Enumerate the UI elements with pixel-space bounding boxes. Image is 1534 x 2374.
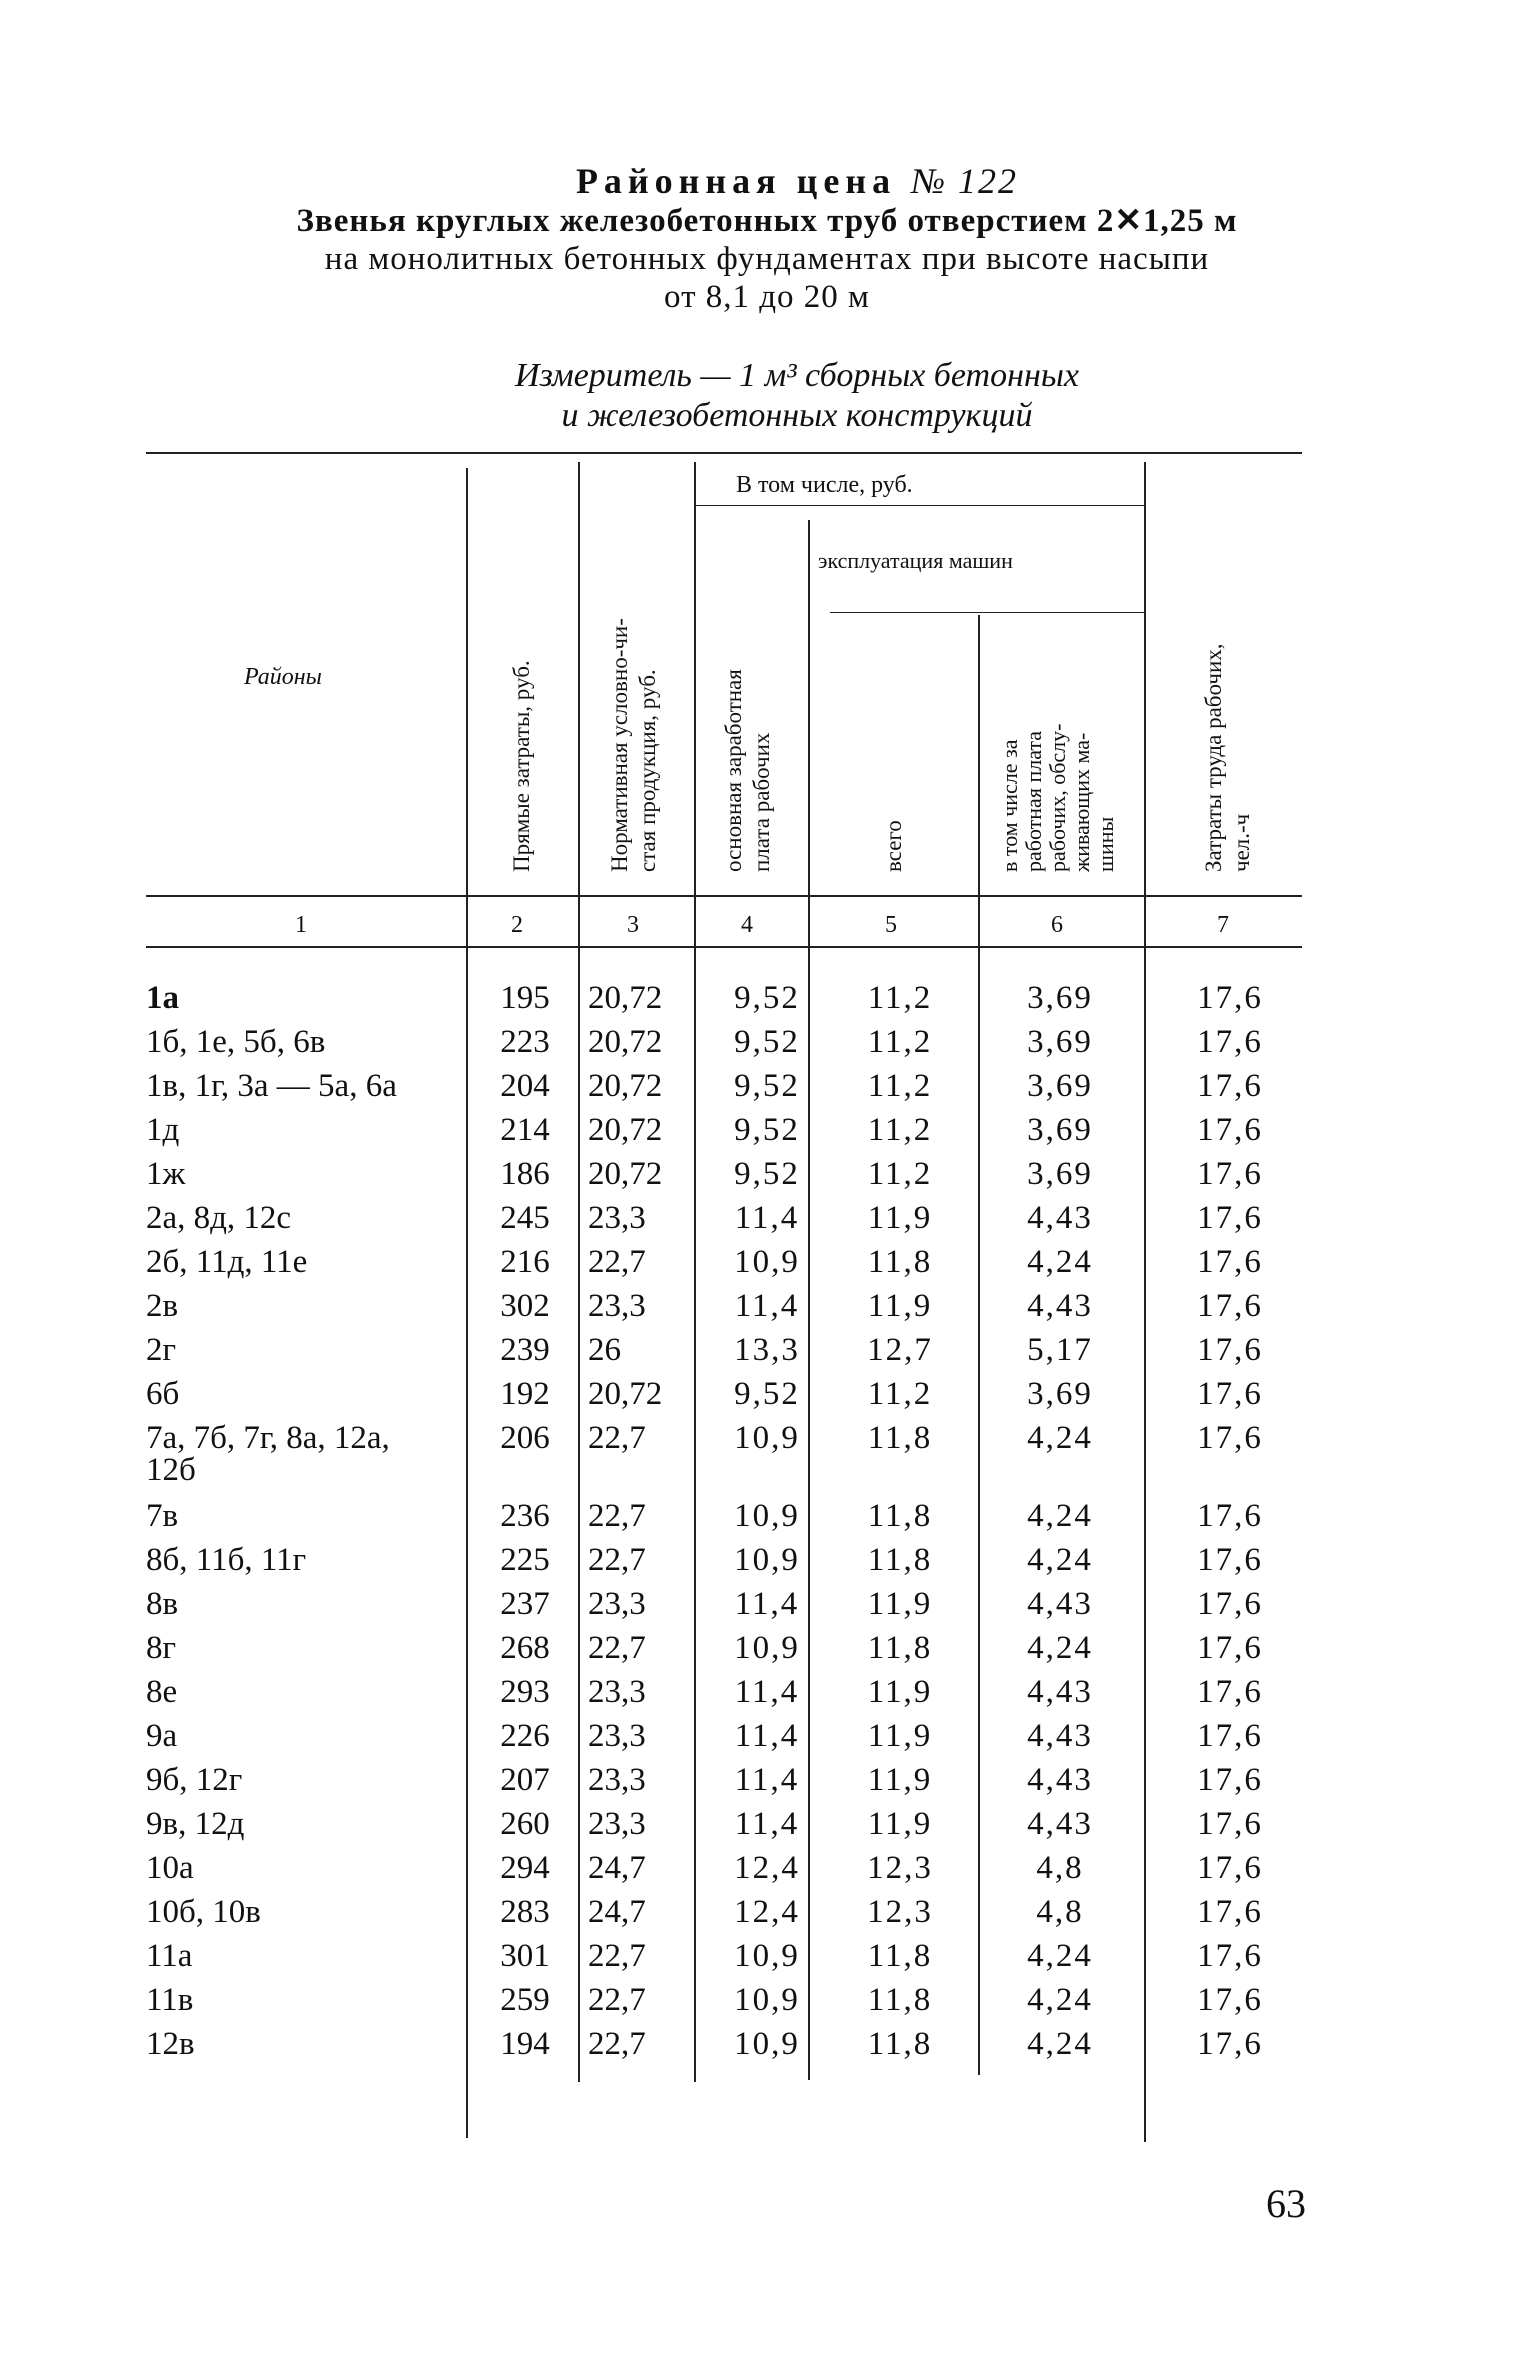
cell-region: 9а <box>146 1718 178 1754</box>
cell-norm: 23,3 <box>588 1806 646 1842</box>
cell-wage: 11,4 <box>734 1586 800 1622</box>
cell-region: 11а <box>146 1938 193 1974</box>
cell-wage: 9,52 <box>734 1112 800 1148</box>
cell-direct: 204 <box>500 1068 550 1104</box>
cell-region: 8в <box>146 1586 179 1622</box>
cell-total: 12,3 <box>867 1850 933 1886</box>
cell-labor: 17,6 <box>1197 1542 1263 1578</box>
cell-wage: 10,9 <box>734 1542 800 1578</box>
cell-labor: 17,6 <box>1197 1244 1263 1280</box>
cell-total: 11,8 <box>867 1498 933 1534</box>
machines-rule <box>830 612 1144 613</box>
cell-norm: 20,72 <box>588 1112 663 1148</box>
col-number-7: 7 <box>1217 912 1229 938</box>
cell-incl: 4,8 <box>1036 1850 1084 1886</box>
cell-wage: 9,52 <box>734 1156 800 1192</box>
cell-wage: 10,9 <box>734 1420 800 1456</box>
cell-total: 12,7 <box>867 1332 933 1368</box>
cell-region-continued: 12б <box>146 1452 196 1488</box>
cell-total: 11,9 <box>867 1586 933 1622</box>
col-number-2: 2 <box>511 912 523 938</box>
cell-region: 2а, 8д, 12с <box>146 1200 292 1236</box>
cell-region: 1в, 1г, 3а — 5а, 6а <box>146 1068 397 1104</box>
cell-wage: 10,9 <box>734 1244 800 1280</box>
cell-norm: 22,7 <box>588 1982 646 2018</box>
cell-incl: 4,43 <box>1027 1586 1093 1622</box>
cell-wage: 10,9 <box>734 1982 800 2018</box>
cell-incl: 4,24 <box>1027 1938 1093 1974</box>
cell-direct: 293 <box>500 1674 550 1710</box>
title-prefix: Районная цена <box>575 161 897 201</box>
header-incl-line2: работная плата <box>1021 730 1046 872</box>
measurement-unit <box>30 356 1534 436</box>
cell-total: 11,8 <box>867 1982 933 2018</box>
cell-direct: 268 <box>500 1630 550 1666</box>
cell-region: 9в, 12д <box>146 1806 245 1842</box>
title-line-4: от 8,1 до 20 м <box>664 279 870 315</box>
cell-total: 11,2 <box>867 1112 933 1148</box>
cell-wage: 12,4 <box>734 1894 800 1930</box>
cell-direct: 194 <box>500 2026 550 2062</box>
cell-norm: 23,3 <box>588 1718 646 1754</box>
cell-incl: 4,24 <box>1027 1420 1093 1456</box>
cell-region: 1ж <box>146 1156 186 1192</box>
cell-direct: 214 <box>500 1112 550 1148</box>
header-bottom-rule <box>146 895 1302 897</box>
table-row <box>0 1936 1534 1980</box>
title-number: № 122 <box>911 161 1019 201</box>
unit-line-1: Измеритель — 1 м³ сборных бетонных <box>515 357 1079 394</box>
cell-labor: 17,6 <box>1197 1288 1263 1324</box>
cell-total: 11,9 <box>867 1762 933 1798</box>
cell-incl: 3,69 <box>1027 1156 1093 1192</box>
cell-region: 1д <box>146 1112 180 1148</box>
table-row <box>0 1672 1534 1716</box>
cell-direct: 225 <box>500 1542 550 1578</box>
cell-norm: 22,7 <box>588 1542 646 1578</box>
cell-labor: 17,6 <box>1197 1630 1263 1666</box>
cell-incl: 4,43 <box>1027 1200 1093 1236</box>
table-row <box>0 1848 1534 1892</box>
cell-wage: 11,4 <box>734 1288 800 1324</box>
cell-direct: 186 <box>500 1156 550 1192</box>
cell-incl: 4,43 <box>1027 1806 1093 1842</box>
title-line-3: на монолитных бетонных фундаментах при высоте насыпи <box>324 241 1210 277</box>
cell-incl: 4,43 <box>1027 1674 1093 1710</box>
cell-total: 11,8 <box>867 1938 933 1974</box>
cell-incl: 3,69 <box>1027 1376 1093 1412</box>
cell-norm: 23,3 <box>588 1200 646 1236</box>
cell-wage: 10,9 <box>734 1630 800 1666</box>
cell-norm: 20,72 <box>588 1068 663 1104</box>
cell-labor: 17,6 <box>1197 1718 1263 1754</box>
cell-norm: 23,3 <box>588 1586 646 1622</box>
header-group: В том числе, руб. <box>736 472 913 498</box>
cell-labor: 17,6 <box>1197 1498 1263 1534</box>
cell-total: 11,2 <box>867 1376 933 1412</box>
cell-norm: 23,3 <box>588 1288 646 1324</box>
header-norm-line2: стая продукция, руб. <box>635 669 660 872</box>
cell-total: 11,9 <box>867 1718 933 1754</box>
cell-incl: 5,17 <box>1027 1332 1093 1368</box>
cell-region: 11в <box>146 1982 194 2018</box>
cell-region: 1б, 1е, 5б, 6в <box>146 1024 326 1060</box>
group-rule <box>694 505 1144 506</box>
header-machines: эксплуатация машин <box>818 548 1013 573</box>
header-direct-costs: Прямые затраты, руб. <box>509 660 534 872</box>
cell-direct: 192 <box>500 1376 550 1412</box>
cell-norm: 20,72 <box>588 1376 663 1412</box>
table-top-rule <box>146 452 1302 454</box>
cell-labor: 17,6 <box>1197 1806 1263 1842</box>
cell-total: 11,9 <box>867 1674 933 1710</box>
cell-direct: 237 <box>500 1586 550 1622</box>
cell-incl: 4,43 <box>1027 1288 1093 1324</box>
cell-labor: 17,6 <box>1197 1112 1263 1148</box>
cell-labor: 17,6 <box>1197 1024 1263 1060</box>
header-incl-line4: живающих ма- <box>1069 732 1094 872</box>
header-labor-line1: Затраты труда рабочих, <box>1201 643 1226 872</box>
cell-total: 11,8 <box>867 1244 933 1280</box>
title-line-2: Звенья круглых железобетонных труб отверстием 2✕1,25 м <box>296 203 1238 239</box>
cell-norm: 22,7 <box>588 1938 646 1974</box>
cell-region: 2б, 11д, 11е <box>146 1244 308 1280</box>
header-norm-line1: Нормативная условно-чи- <box>607 618 632 872</box>
cell-direct: 294 <box>500 1850 550 1886</box>
table-row <box>0 1418 1534 1488</box>
cell-direct: 195 <box>500 980 550 1016</box>
cell-labor: 17,6 <box>1197 2026 1263 2062</box>
page-title <box>0 160 1534 316</box>
cell-labor: 17,6 <box>1197 1982 1263 2018</box>
cell-labor: 17,6 <box>1197 1332 1263 1368</box>
cell-total: 11,2 <box>867 980 933 1016</box>
table-row <box>0 1330 1534 1374</box>
cell-region: 8е <box>146 1674 178 1710</box>
header-incl-line1: в том числе за <box>997 739 1022 872</box>
header-regions: Районы <box>244 664 322 690</box>
cell-norm: 20,72 <box>588 1156 663 1192</box>
col-number-3: 3 <box>627 912 639 938</box>
cell-incl: 3,69 <box>1027 980 1093 1016</box>
cell-labor: 17,6 <box>1197 1894 1263 1930</box>
table-row <box>0 1110 1534 1154</box>
cell-labor: 17,6 <box>1197 1674 1263 1710</box>
col-number-6: 6 <box>1051 912 1063 938</box>
table-row <box>0 978 1534 1022</box>
cell-direct: 206 <box>500 1420 550 1456</box>
table-row <box>0 1022 1534 1066</box>
cell-labor: 17,6 <box>1197 1156 1263 1192</box>
cell-norm: 22,7 <box>588 1630 646 1666</box>
cell-norm: 23,3 <box>588 1762 646 1798</box>
cell-direct: 223 <box>500 1024 550 1060</box>
cell-wage: 9,52 <box>734 980 800 1016</box>
table-row <box>0 1760 1534 1804</box>
table-row <box>0 1066 1534 1110</box>
cell-norm: 20,72 <box>588 1024 663 1060</box>
cell-total: 11,9 <box>867 1806 933 1842</box>
cell-region: 10а <box>146 1850 194 1886</box>
table-row <box>0 1540 1534 1584</box>
cell-total: 11,9 <box>867 1200 933 1236</box>
colnum-bottom-rule <box>146 946 1302 948</box>
cell-total: 11,2 <box>867 1068 933 1104</box>
col-number-4: 4 <box>741 912 753 938</box>
cell-total: 11,9 <box>867 1288 933 1324</box>
cell-incl: 4,24 <box>1027 1244 1093 1280</box>
cell-direct: 236 <box>500 1498 550 1534</box>
cell-incl: 3,69 <box>1027 1112 1093 1148</box>
cell-norm: 22,7 <box>588 1420 646 1456</box>
cell-wage: 10,9 <box>734 1938 800 1974</box>
cell-incl: 4,24 <box>1027 1498 1093 1534</box>
cell-incl: 4,43 <box>1027 1718 1093 1754</box>
table-row <box>0 1154 1534 1198</box>
cell-norm: 22,7 <box>588 1498 646 1534</box>
cell-wage: 11,4 <box>734 1806 800 1842</box>
cell-labor: 17,6 <box>1197 1938 1263 1974</box>
cell-region: 8б, 11б, 11г <box>146 1542 307 1578</box>
cell-region: 7в <box>146 1498 179 1534</box>
cell-wage: 12,4 <box>734 1850 800 1886</box>
cell-direct: 226 <box>500 1718 550 1754</box>
cell-region: 2г <box>146 1332 177 1368</box>
cell-total: 11,2 <box>867 1024 933 1060</box>
cell-incl: 4,8 <box>1036 1894 1084 1930</box>
cell-direct: 245 <box>500 1200 550 1236</box>
cell-wage: 11,4 <box>734 1718 800 1754</box>
cell-labor: 17,6 <box>1197 1068 1263 1104</box>
col-number-5: 5 <box>885 912 897 938</box>
cell-wage: 10,9 <box>734 1498 800 1534</box>
cell-wage: 11,4 <box>734 1762 800 1798</box>
cell-region: 1а <box>146 980 179 1016</box>
cell-wage: 11,4 <box>734 1674 800 1710</box>
cell-total: 11,2 <box>867 1156 933 1192</box>
table-row <box>0 1198 1534 1242</box>
cell-direct: 302 <box>500 1288 550 1324</box>
cell-wage: 11,4 <box>734 1200 800 1236</box>
cell-incl: 4,24 <box>1027 2026 1093 2062</box>
title-line-1 <box>60 160 1534 202</box>
cell-region: 7а, 7б, 7г, 8а, 12а, <box>146 1420 390 1456</box>
cell-total: 11,8 <box>867 2026 933 2062</box>
cell-total: 11,8 <box>867 1542 933 1578</box>
cell-region: 8г <box>146 1630 177 1666</box>
cell-direct: 239 <box>500 1332 550 1368</box>
cell-total: 11,8 <box>867 1630 933 1666</box>
cell-labor: 17,6 <box>1197 980 1263 1016</box>
header-total: всего <box>881 820 906 872</box>
cell-norm: 22,7 <box>588 1244 646 1280</box>
cell-incl: 4,43 <box>1027 1762 1093 1798</box>
cell-direct: 301 <box>500 1938 550 1974</box>
cell-total: 12,3 <box>867 1894 933 1930</box>
header-wage-line1: основная заработная <box>721 669 746 872</box>
table-row <box>0 1496 1534 1540</box>
table-row <box>0 1286 1534 1330</box>
table-row <box>0 1892 1534 1936</box>
cell-labor: 17,6 <box>1197 1850 1263 1886</box>
header-incl-line5: шины <box>1093 816 1118 872</box>
cell-norm: 26 <box>588 1332 621 1368</box>
cell-direct: 259 <box>500 1982 550 2018</box>
table-row <box>0 2024 1534 2068</box>
cell-region: 12в <box>146 2026 195 2062</box>
cell-wage: 9,52 <box>734 1024 800 1060</box>
cell-wage: 9,52 <box>734 1376 800 1412</box>
cell-norm: 20,72 <box>588 980 663 1016</box>
table-row <box>0 1628 1534 1672</box>
cell-wage: 9,52 <box>734 1068 800 1104</box>
cell-incl: 4,24 <box>1027 1630 1093 1666</box>
cell-incl: 4,24 <box>1027 1542 1093 1578</box>
table-row <box>0 1242 1534 1286</box>
cell-incl: 4,24 <box>1027 1982 1093 2018</box>
header-incl-line3: рабочих, обслу- <box>1045 723 1070 872</box>
header-wage-line2: плата рабочих <box>749 732 774 872</box>
cell-labor: 17,6 <box>1197 1200 1263 1236</box>
table-row <box>0 1716 1534 1760</box>
cell-incl: 3,69 <box>1027 1068 1093 1104</box>
unit-line-2: и железобетонных конструкций <box>561 397 1033 434</box>
cell-wage: 10,9 <box>734 2026 800 2062</box>
cell-norm: 24,7 <box>588 1894 646 1930</box>
cell-labor: 17,6 <box>1197 1586 1263 1622</box>
cell-labor: 17,6 <box>1197 1376 1263 1412</box>
cell-region: 2в <box>146 1288 179 1324</box>
cell-norm: 22,7 <box>588 2026 646 2062</box>
cell-region: 10б, 10в <box>146 1894 261 1930</box>
cell-total: 11,8 <box>867 1420 933 1456</box>
table-row <box>0 1584 1534 1628</box>
table-row <box>0 1804 1534 1848</box>
cell-labor: 17,6 <box>1197 1420 1263 1456</box>
cell-direct: 207 <box>500 1762 550 1798</box>
header-labor-line2: чел.-ч <box>1229 813 1254 872</box>
cell-direct: 216 <box>500 1244 550 1280</box>
cell-region: 9б, 12г <box>146 1762 243 1798</box>
cell-region: 6б <box>146 1376 180 1412</box>
col-number-1: 1 <box>295 912 307 938</box>
cell-norm: 23,3 <box>588 1674 646 1710</box>
table-row <box>0 1980 1534 2024</box>
cell-incl: 3,69 <box>1027 1024 1093 1060</box>
table-row <box>0 1374 1534 1418</box>
cell-norm: 24,7 <box>588 1850 646 1886</box>
page-number: 63 <box>1266 2181 1306 2226</box>
cell-wage: 13,3 <box>734 1332 800 1368</box>
cell-direct: 260 <box>500 1806 550 1842</box>
cell-direct: 283 <box>500 1894 550 1930</box>
cell-labor: 17,6 <box>1197 1762 1263 1798</box>
